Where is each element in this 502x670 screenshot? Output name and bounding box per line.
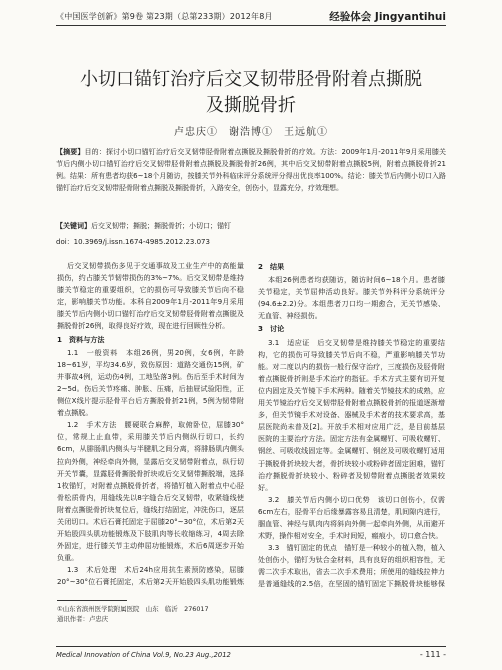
incision-advantage-paragraph: 3.2 膝关节后内侧小切口优势 该切口创伤小，仅需6cm左右，胫骨平台后缘暴露容易且清楚，肌间隙内进行，腘血管、神经与肌肉内将斜向外侧一起牵向外侧，从而避开术野，操作相对安全，手术时间短，瘢痕小，切口愈合快。 bbox=[258, 494, 445, 541]
intro-paragraph: 后交叉韧带损伤多见于交通事故及工业生产中的高能量损伤，约占膝关节韧带损伤的3%~7%。后交叉韧带是维持膝关节稳定的重要组织，它的损伤可导致膝关节后向不稳定，影响膝关节功能。本科自2009年1月-2011年9月采用膝关节后内侧小切口锚钉治疗后交叉韧带胫骨附着点撕脱及撕脱骨折26例，取得良好疗效，现在进行回顾性分析。 bbox=[57, 261, 244, 331]
author-list: 卢忠庆① 谢浩博① 王远航① bbox=[174, 127, 328, 138]
article-title-line-2: 及撕脱骨折 bbox=[206, 95, 296, 116]
abstract bbox=[56, 146, 446, 218]
left-column bbox=[57, 260, 244, 590]
corresponding-author-footnote: 通讯作者：卢忠庆 bbox=[57, 615, 109, 623]
section-heading-discussion: 3 讨论 bbox=[258, 324, 285, 334]
section-label: 经验体会 Jingyantihui bbox=[329, 11, 446, 23]
postop-paragraph: 1.3 术后处理 术后24h应用抗生素预防感染，屈膝20°~30°位石膏托固定，术后第2天开始股四头肌功能锻炼 bbox=[57, 565, 244, 587]
indications-paragraph: 3.1 适应证 后交叉韧带是维持膝关节稳定的重要结构，它的损伤可导致膝关节后向不稳，严重影响膝关节功能。对二度以内的损伤一般行保守治疗，三度损伤及胫骨附着点撕脱骨折则是手术治疗的指征。手术方式主要有切开复位内固定及关节镜下手术两种。随着关节镜技术的成熟，应用关节镜治疗后交叉韧带胫骨附着点撕脱骨折的报道逐渐增多，但关节镜手术对设备、器械及手术者的技术要求高，基层医院尚未普及[2]。开放手术相对应用广泛，是目前基层医院的主要治疗方法。固定方法有金属螺钉、可吸收螺钉、钢丝、可吸收线固定等。金属螺钉、钢丝及可吸收螺钉适用于撕脱骨折块较大者，骨折块较小或粉碎者固定困难，锚钉治疗撕脱骨折块较小、粉碎者及韧带附着点撕脱者效果较好。 bbox=[258, 337, 445, 492]
running-header bbox=[56, 9, 446, 23]
results-paragraph: 本组26例患者均获随访，随访时间6~18个月。患者膝关节稳定，关节屈伸活动良好。膝关节外科评分系统评分(94.6±2.2)分。本组患者刀口均一期愈合，无关节感染、无血管、神经损伤。 bbox=[258, 275, 445, 321]
keywords bbox=[56, 220, 446, 232]
page-footer bbox=[56, 646, 446, 657]
keywords-label: 【关键词】 bbox=[56, 222, 91, 230]
journal-citation: 《中国医学创新》第9卷 第23期（总第233期）2012年8月 bbox=[56, 12, 273, 21]
journal-name-footer: Medical Innovation of China Vol.9, No.23 Aug.,2012 bbox=[56, 651, 231, 659]
anchor-advantage-paragraph: 3.3 锚钉固定的优点 锚钉是一种较小的植入物，植入处创伤小，锚钉为钛合金材料，具有良好的组织相容性，无需二次手术取出，省去二次手术费用；所使用的缝线拉伸力是普通缝线的2.5倍，在坚固的锚钉固定下撕脱骨块能够保 bbox=[258, 543, 445, 589]
section-heading-methods: 1 资料与方法 bbox=[57, 334, 105, 344]
footnote-rule bbox=[57, 600, 127, 601]
header-rule bbox=[56, 25, 446, 26]
article-title-line-1: 小切口锚钉治疗后交叉韧带胫骨附着点撕脱 bbox=[80, 69, 422, 90]
keywords-text: 后交叉韧带；撕脱；撕脱骨折；小切口；锚钉 bbox=[91, 222, 231, 230]
section-heading-results: 2 结果 bbox=[258, 262, 285, 271]
doi: doi：10.3969/j.issn.1674-4985.2012.23.073 bbox=[56, 238, 210, 246]
right-column bbox=[258, 260, 445, 590]
surgical-method-paragraph: 1.2 手术方法 腰硬联合麻醉，取俯卧位，屈膝30°位，常规上止血带，采用膝关节后内侧纵行切口，长约6cm，从腓肠肌内侧头与半腱肌之间分离，将腓肠肌内侧头拉向外侧，神经牵向外侧，显露后交叉韧带附着点，纵行切开关节囊，显露胫骨撕脱骨折块或后交叉韧带撕脱端，选择1枚锚钉，对附着点撕脱骨折者，将锚钉植入附着点中心胫骨松质骨内，用缝线先以8字缝合后交叉韧带，收紧缝线使附着点撕脱骨折块复位后，缝线打结固定，冲洗伤口，逐层关闭切口。术后石膏托固定于屈膝20°~30°位，术后第2天开始股四头肌功能锻炼及下肢肌肉等长收缩练习，4周去除外固定，进行膝关节主动伸屈功能锻炼，术后6周逐步开始负重。 bbox=[57, 420, 244, 563]
general-data-paragraph: 1.1 一般资料 本组26例，男20例，女6例，年龄18~61岁，平均34.6岁，致伤原因：道路交通伤15例，矿井事故4例，运动伤4例，工地坠落3例。伤后至手术时间为2~5d。伤后关节疼痛、肿胀、压痛，后抽屉试验阳性，正侧位X线片提示胫骨平台后方撕脱骨折21例，5例为韧带附着点撕脱。 bbox=[57, 347, 244, 418]
affiliation-footnote: ①山东省滨州医学院附属医院 山东 临沂 276017 bbox=[57, 605, 209, 613]
abstract-text: 目的：探讨小切口锚钉治疗后交叉韧带胫骨附着点撕脱及撕脱骨折的疗效。方法：2009年1月-2011年9月采用膝关节后内侧小切口锚钉治疗后交叉韧带胫骨附着点撕脱及撕脱骨折26例，其中后交叉韧带附着点撕脱5例，附着点撕脱骨折21例。结果：所有患者均获6~18个月随访，按膝关节外科临床评分系统评分得出优良率100%。结论：膝关节后内侧小切口入路锚钉治疗后交叉韧带胫骨附着点撕脱及撕脱骨折，入路安全，创伤小，显露充分，疗效理想。 bbox=[56, 148, 446, 192]
page-number: - 111 - bbox=[419, 650, 446, 659]
abstract-label: 【摘要】 bbox=[56, 148, 85, 156]
